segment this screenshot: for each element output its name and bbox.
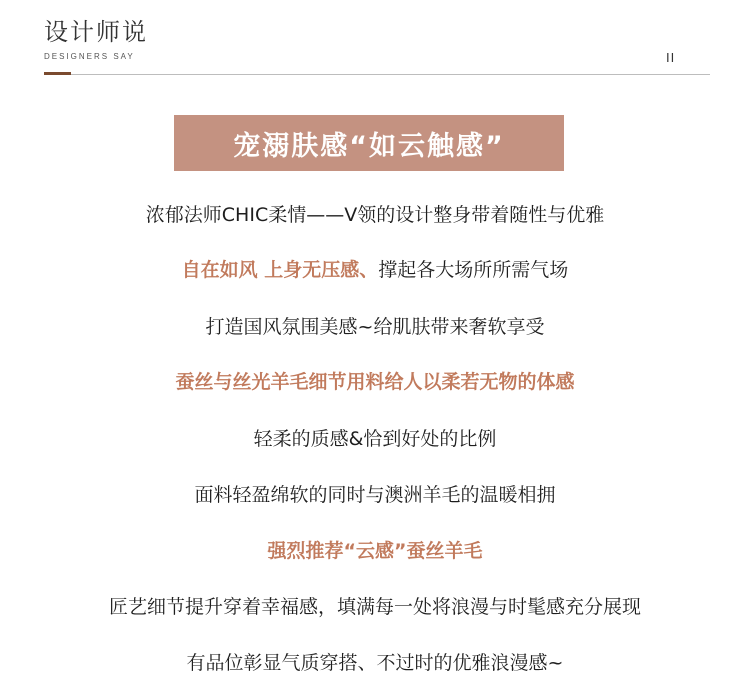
header-divider — [71, 74, 710, 75]
header-accent-bar — [44, 72, 71, 75]
banner-text: 宠溺肤感“如云触感” — [233, 130, 505, 162]
description-line: 浓郁法师CHIC柔情——V领的设计整身带着随性与优雅 — [145, 204, 605, 226]
description-line: 轻柔的质感&恰到好处的比例 — [253, 428, 497, 450]
section-header — [44, 20, 148, 61]
description-line: 面料轻盈绵软的同时与澳洲羊毛的温暖相拥 — [194, 484, 556, 506]
description-line: 有品位彰显气质穿搭、不过时的优雅浪漫感~ — [186, 652, 564, 674]
description-line: 打造国风氛围美感~给肌肤带来奢软享受 — [205, 316, 545, 338]
highlight-segment: 自在如风 上身无压感、 — [181, 259, 379, 281]
section-subtitle: DESIGNERS SAY — [44, 52, 135, 61]
description-line — [0, 255, 750, 282]
highlight-line: 蚕丝与丝光羊毛细节用料给人以柔若无物的体感 — [175, 371, 575, 393]
description-line: 匠艺细节提升穿着幸福感，填满每一处将浪漫与时髦感充分展现 — [108, 596, 641, 618]
highlight-line: 强烈推荐“云感”蚕丝羊毛 — [267, 540, 483, 562]
feature-banner — [174, 115, 564, 171]
page-marker: II — [666, 50, 676, 65]
section-title: 设计师说 — [44, 18, 148, 46]
line-segment: 撑起各大场所所需气场 — [378, 259, 569, 281]
